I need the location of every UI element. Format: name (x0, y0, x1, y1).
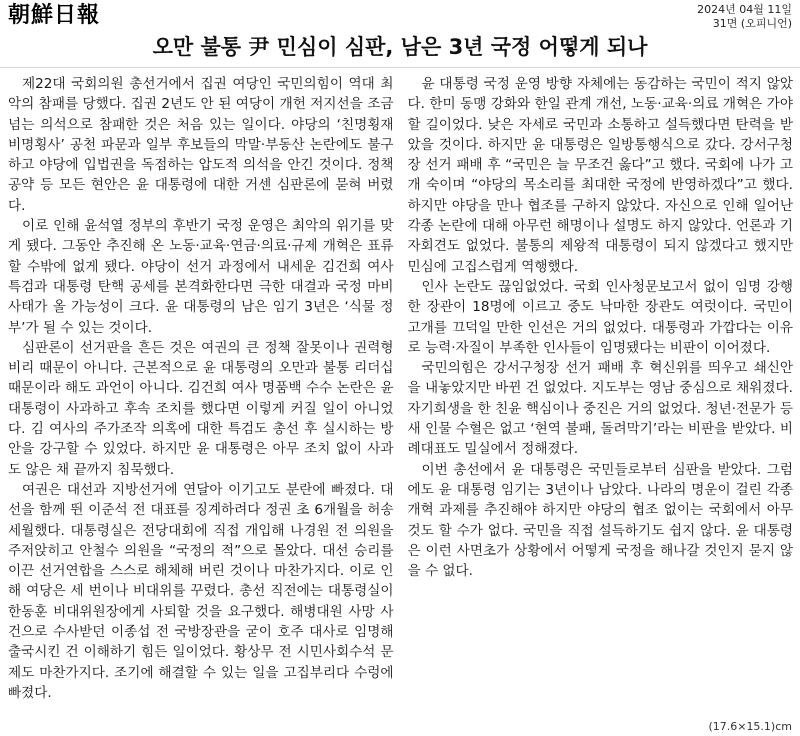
article-body (8, 74, 793, 714)
divider (0, 67, 800, 68)
paragraph-5: 윤 대통령 국정 운영 방향 자체에는 동감하는 국민이 적지 않았다. 한미 동맹 강화와 한일 관계 개선, 노동·교육·의료 개혁은 가야 할 길이었다. 낮은 자세로 국민과 소통하고 설득했다면 탄력을 받았을 것이다. 하지만 윤 대통령은 일방통행식으로 갔다. 강서구청장 선거 패배 후 “국민은 늘 무조건 옳다”고 했다. 국회에 나가 고개 숙이며 “야당의 목소리를 최대한 국정에 반영하겠다”고 했다. 하지만 야당을 만나 협조를 구하지 않았다. 자신으로 인해 일어난 각종 논란에 대해 아무런 해명이나 설명도 하지 않았다. 언론과 기자회견도 없었다. 불통의 제왕적 대통령이 되지 않겠다고 했지만 민심에 고집스럽게 역행했다. (407, 76, 793, 275)
paragraph-1: 제22대 국회의원 총선거에서 집권 여당인 국민의힘이 역대 최악의 참패를 당했다. 집권 2년도 안 된 여당이 개헌 저지선을 조금 넘는 의석으로 참패한 것은 처음 있는 일이다. 야당의 ‘친명횡재 비명횡사’ 공천 파문과 일부 후보들의 막말·부동산 논란에도 불구하고 야당에 입법권을 독점하는 압도적 의석을 안긴 것이다. 정책 공약 등 모든 현안은 윤 대통령에 대한 거센 심판론에 묻혀 버렸다. (8, 76, 394, 214)
paragraph-2: 이로 인해 윤석열 정부의 후반기 국정 운영은 최악의 위기를 맞게 됐다. 그동안 추진해 온 노동·교육·연금·의료·규제 개혁은 표류할 수밖에 없게 됐다. 야당이 선거 과정에서 내세운 김건희 여사 특검과 대통령 탄핵 공세를 본격화한다면 극한 대결과 국정 마비 사태가 올 가능성이 크다. 윤 대통령의 남은 임기 3년은 ‘식물 정부’가 될 수 있는 것이다. (8, 218, 394, 336)
issue-date: 2024년 04월 11일 (697, 3, 792, 16)
newspaper-logo: 朝鮮日報 (8, 2, 101, 28)
paragraph-4: 여권은 대선과 지방선거에 연달아 이기고도 분란에 빠졌다. 대선을 함께 뛴 이준석 전 대표를 징계하려다 정권 초 6개월을 허송세월했다. 대통령실은 전당대회에 직접 개입해 나경원 전 의원을 주저앉히고 안철수 의원을 “국정의 적”으로 몰았다. 대선 승리를 이끈 선거연합을 스스로 해체해 버린 것이나 마찬가지다. 이로 인해 여당은 세 번이나 비대위를 꾸렸다. 총선 직전에는 대통령실이 한동훈 비대위원장에게 사퇴할 것을 요구했다. 해병대원 사망 사건으로 수사받던 이종섭 전 국방장관을 굳이 호주 대사로 임명해 출국시킨 건 이해하기 힘든 일이었다. 황상무 전 시민사회수석 문제도 마찬가지다. 조기에 해결할 수 있는 일을 고집부리다 수렁에 빠졌다. (8, 481, 394, 701)
issue-meta (697, 2, 792, 31)
paragraph-3: 심판론이 선거판을 흔든 것은 여권의 큰 정책 잘못이나 권력형 비리 때문이 아니다. 근본적으로 윤 대통령의 오만과 불통 리더십 때문이라 해도 과언이 아니다. 김건희 여사 명품백 수수 논란은 윤 대통령이 사과하고 후속 조치를 했다면 이렇게 커질 일이 아니었다. 김 여사의 주가조작 의혹에 대한 특검도 총선 후 실시하는 방안을 강구할 수 있었다. 하지만 윤 대통령은 아무 조치 없이 사과도 않은 채 끝까지 침묵했다. (8, 339, 394, 478)
paragraph-8: 이번 총선에서 윤 대통령은 국민들로부터 심판을 받았다. 그럼에도 윤 대통령 임기는 3년이나 남았다. 나라의 명운이 걸린 각종 개혁 과제를 추진해야 하지만 야당의 협조 없이는 국회에서 아무것도 할 수가 없다. 국민을 직접 설득하기도 쉽지 않다. 윤 대통령은 이런 사면초가 상황에서 어떻게 국정을 해나갈 것인지 묻지 않을 수 없다. (407, 461, 793, 580)
paragraph-7: 국민의힘은 강서구청장 선거 패배 후 혁신위를 띄우고 쇄신안을 내놓았지만 바뀐 건 없었다. 지도부는 영남 중심으로 채워졌다. 자기희생을 한 친윤 핵심이나 중진은 거의 없었다. 청년·전문가 등 새 인물 수혈은 없고 ‘현역 불패, 돌려막기’라는 비판을 받았다. 비례대표도 밀실에서 정해졌다. (407, 360, 793, 458)
headline: 오만 불통 尹 민심이 심판, 남은 3년 국정 어떻게 되나 (152, 35, 648, 59)
article-size-note: (17.6×15.1)cm (708, 720, 792, 733)
page-section: 31면 (오피니언) (712, 17, 792, 30)
masthead (8, 2, 792, 32)
paragraph-6: 인사 논란도 끊임없었다. 국회 인사청문보고서 없이 임명 강행한 장관이 18명에 이르고 중도 낙마한 장관도 여럿이다. 국민이 고개를 끄덕일 만한 인선은 거의 없었다. 대통령과 가깝다는 이유로 능력·자질이 부족한 인사들이 임명됐다는 비판이 이어졌다. (407, 278, 793, 356)
